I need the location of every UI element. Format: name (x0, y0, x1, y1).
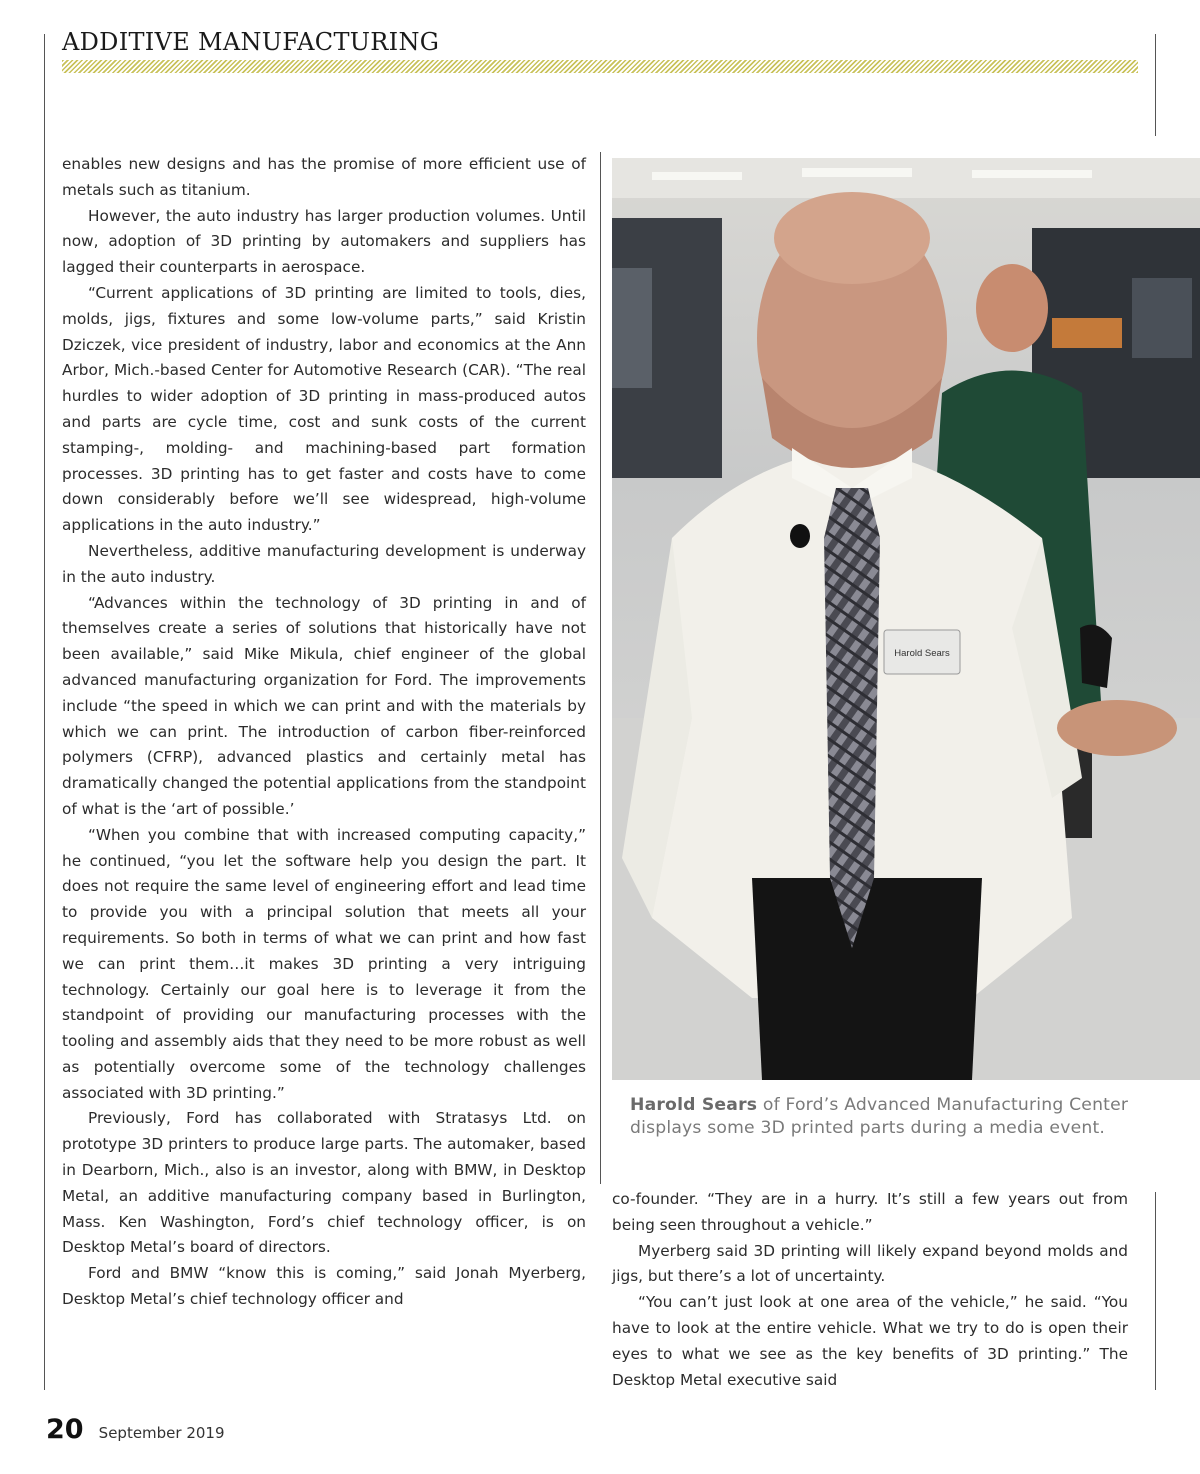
column-rule-bottom-right (1155, 1192, 1156, 1390)
paragraph: “When you combine that with increased computing capacity,” he continued, “you let the software help you design the part. It does not require the same level of engineering effort and lead time to provide you with a principal solution that meets all your requirements. So both in terms of what we can print and how fast we can print them…it makes 3D printing a very intriguing technology. Certainly our goal here is to leverage it from the standpoint of providing our manufacturing processes with the tooling and assembly aids that they need to be more robust as well as potentially overcome some of the technology challenges associated with 3D printing.” (62, 825, 586, 1102)
paragraph: Previously, Ford has collaborated with Stratasys Ltd. on prototype 3D printers to produce large parts. The automaker, based in Dearborn, Mich., also is an investor, along with BMW, in Desktop Metal, an additive manufacturing company based in Burlington, Mass. Ken Washington, Ford’s chief technology officer, is on Desktop Metal’s board of directors. (62, 1109, 586, 1257)
paragraph: Myerberg said 3D printing will likely expand beyond molds and jigs, but there’s a lot of uncertainty. (612, 1241, 1128, 1286)
paragraph: “You can’t just look at one area of the vehicle,” he said. “You have to look at the entire vehicle. What we try to do is open their eyes to what we see as the key benefits of 3D printing.” The Desktop Metal executive said (612, 1293, 1128, 1389)
section-title: ADDITIVE MANUFACTURING (62, 28, 440, 56)
paragraph: enables new designs and has the promise of more efficient use of metals such as titanium. (62, 155, 586, 199)
caption-name: Harold Sears (630, 1095, 758, 1115)
page-number: 20 (46, 1414, 84, 1445)
photo-caption (630, 1094, 1130, 1140)
paragraph: However, the auto industry has larger production volumes. Until now, adoption of 3D printing by automakers and suppliers has lagged their counterparts in aerospace. (62, 206, 586, 277)
paragraph: co-founder. “They are in a hurry. It’s still a few years out from being seen throughout a vehicle.” (612, 1190, 1128, 1234)
paragraph: “Current applications of 3D printing are limited to tools, dies, molds, jigs, fixtures and some low-volume parts,” said Kristin Dziczek, vice president of industry, labor and economics at the Ann Arbor, Mich.-based Center for Automotive Research (CAR). “The real hurdles to wider adoption of 3D printing in mass-produced autos and parts are cycle time, cost and sunk costs of the current stamping-, molding- and machining-based part formation processes. 3D printing has to get faster and costs have to come down considerably before we’ll see widespread, high-volume applications in the auto industry.” (62, 283, 586, 535)
page-footer (46, 1414, 225, 1445)
paragraph: Nevertheless, additive manufacturing development is underway in the auto industry. (62, 541, 586, 586)
article-column-right (612, 1187, 1128, 1393)
column-rule-top-right (1155, 34, 1156, 136)
column-rule-middle (600, 152, 601, 1184)
issue-date: September 2019 (98, 1424, 225, 1442)
article-photo (612, 158, 1200, 1080)
column-rule-left (44, 34, 45, 1390)
article-column-left (62, 152, 586, 1313)
paragraph: Ford and BMW “know this is coming,” said Jonah Myerberg, Desktop Metal’s chief technology officer and (62, 1264, 586, 1309)
name-tag-text: Harold Sears (894, 648, 950, 659)
caption-text: of Ford’s Advanced Manufacturing Center displays some 3D printed parts during a media event. (630, 1095, 1129, 1138)
paragraph: “Advances within the technology of 3D printing in and of themselves create a series of solutions that historically have not been available,” said Mike Mikula, chief engineer of the global advanced manufacturing organization for Ford. The improvements include “the speed in which we can print and with the materials by which we can print. The introduction of carbon fiber-reinforced polymers (CFRP), advanced plastics and certainly metal has dramatically changed the potential applications from the standpoint of what is the ‘art of possible.’ (62, 593, 586, 818)
header-hatch-bar (62, 60, 1138, 73)
